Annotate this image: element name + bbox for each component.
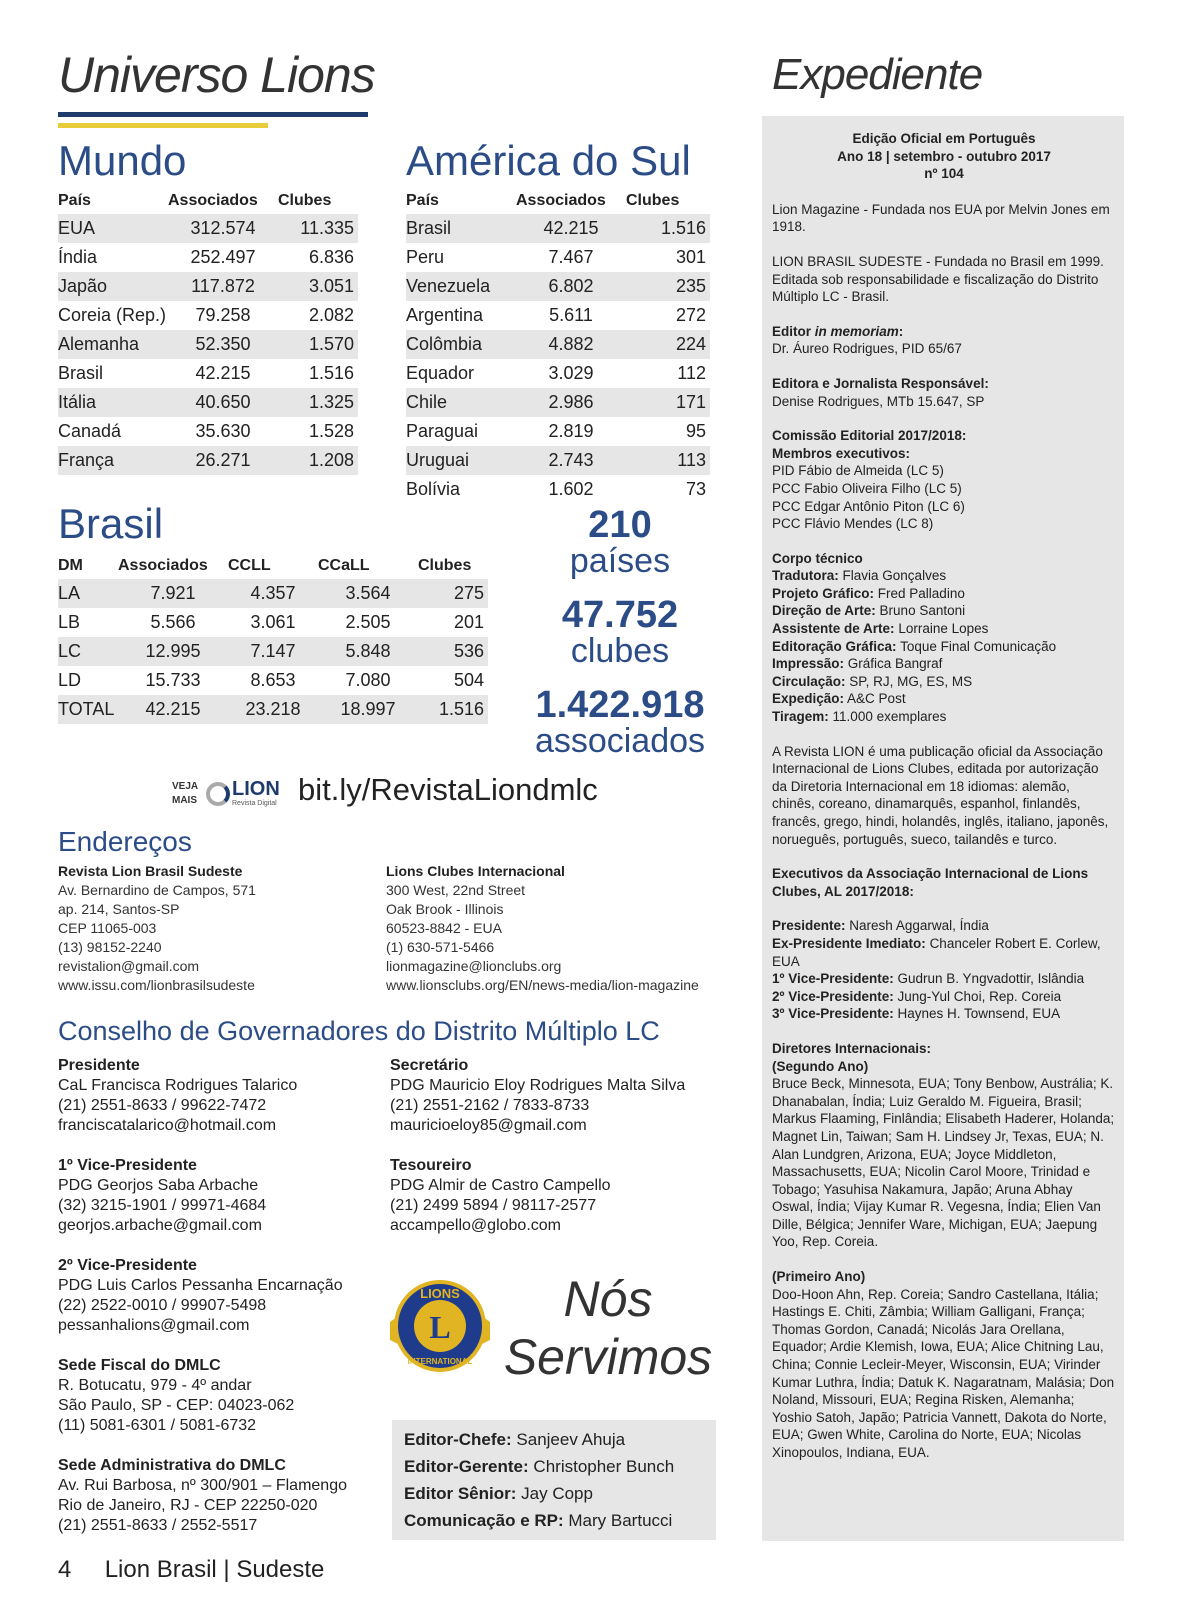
table-cell: Paraguai	[406, 421, 479, 441]
table-cell: 4.357	[228, 579, 318, 608]
council-member	[390, 1156, 720, 1236]
table-cell: 2.082	[308, 305, 354, 325]
membro: PID Fábio de Almeida (LC 5)	[772, 463, 944, 479]
council-line: (21) 2499 5894 / 98117-2577	[390, 1197, 597, 1214]
col-header-associados: Associados	[118, 557, 208, 574]
table-row	[58, 243, 358, 272]
kv-value: Gudrun B. Yngvadottir, Islândia	[897, 971, 1085, 987]
publication-name: Lion Brasil | Sudeste	[104, 1556, 325, 1583]
table-cell: Canadá	[58, 421, 122, 441]
address-line: Av. Bernardino de Campos, 571	[58, 882, 256, 898]
table-cell: 7.080	[345, 670, 391, 690]
council-member	[58, 1056, 388, 1136]
table-cell: 112	[677, 363, 706, 383]
table-cell: 1.602	[548, 479, 594, 499]
table-cell: 201	[453, 612, 484, 632]
table-row	[406, 301, 710, 330]
council-line: PDG Georjos Saba Arbache	[58, 1177, 259, 1194]
council-line: accampello@globo.com	[390, 1217, 561, 1234]
table-cell: 2.986	[516, 388, 626, 417]
table-cell: 252.497	[190, 247, 256, 267]
table-cell: 312.574	[168, 214, 278, 243]
council-line: R. Botucatu, 979 - 4º andar	[58, 1377, 252, 1394]
editor-role: Editor Sênior:	[404, 1484, 517, 1503]
kv-key: Tradutora:	[772, 568, 839, 584]
clubes-number: 47.752	[561, 594, 679, 636]
table-cell: 1.208	[278, 446, 358, 475]
editor-in-memoriam: Editor in memoriam: Dr. Áureo Rodrigues, PID 65/67	[772, 323, 962, 357]
executivos-heading: Executivos da Associação Internacional de Lions Clubes, AL 2017/2018:	[772, 866, 1089, 899]
address-line: revistalion@gmail.com	[58, 958, 200, 974]
revista-link[interactable]: bit.ly/RevistaLiondmlc	[298, 772, 598, 807]
council-line: (32) 3215-1901 / 99971-4684	[58, 1197, 267, 1214]
table-cell: 3.051	[278, 272, 358, 301]
council-role: Secretário	[390, 1057, 469, 1074]
col-header-associados: Associados	[168, 192, 258, 209]
col-header-ccall: CCaLL	[318, 557, 370, 574]
expediente-title: Expediente	[772, 50, 983, 99]
kv-value: Lorraine Lopes	[898, 621, 989, 637]
kv-value: Jung-Yul Choi, Rep. Coreia	[897, 988, 1062, 1004]
address-line: 300 West, 22nd Street	[386, 882, 526, 898]
council-line: pessanhalions@gmail.com	[58, 1317, 250, 1334]
council-role: Sede Fiscal do DMLC	[58, 1357, 221, 1374]
table-cell: 8.653	[250, 670, 296, 690]
table-cell: LC	[58, 637, 118, 666]
table-row	[58, 608, 488, 637]
edition-info: Edição Oficial em Português Ano 18 | setembro - outubro 2017 nº 104	[837, 131, 1051, 182]
council-member	[390, 1056, 720, 1136]
executivos-list	[772, 917, 1116, 1023]
address-line: 60523-8842 - EUA	[386, 920, 502, 936]
council-line: CaL Francisca Rodrigues Talarico	[58, 1077, 298, 1094]
table-row	[406, 388, 710, 417]
address-line: ap. 214, Santos-SP	[58, 901, 180, 917]
council-line: (21) 2551-8633 / 99622-7472	[58, 1097, 267, 1114]
kv-value: Bruno Santoni	[879, 603, 966, 619]
kv-value: Haynes H. Townsend, EUA	[897, 1006, 1061, 1022]
kv-key: Ex-Presidente Imediato:	[772, 935, 926, 951]
table-cell: 224	[626, 330, 710, 359]
table-cell: 2.505	[345, 612, 391, 632]
kv-value: Gráfica Bangraf	[847, 656, 943, 672]
col-header-ccll: CCLL	[228, 557, 271, 574]
table-cell: Equador	[406, 363, 475, 383]
kv-key: 1º Vice-Presidente:	[772, 971, 894, 987]
slogan-line1: Nós	[563, 1271, 653, 1327]
table-cell: 3.029	[548, 363, 594, 383]
address-lion-brasil	[58, 862, 378, 995]
col-header-clubes: Clubes	[418, 557, 472, 574]
table-cell: 3.061	[250, 612, 296, 632]
table-cell: 113	[626, 446, 710, 475]
mundo-title: Mundo	[58, 137, 187, 184]
title-underline-blue	[58, 112, 368, 117]
table-cell: 23.218	[228, 695, 318, 724]
paises-number: 210	[588, 504, 652, 546]
table-cell: França	[58, 446, 168, 475]
table-row	[406, 330, 710, 359]
address-name: Revista Lion Brasil Sudeste	[58, 863, 243, 879]
council-member	[58, 1256, 388, 1336]
table-row	[406, 446, 710, 475]
council-line: franciscatalarico@hotmail.com	[58, 1117, 277, 1134]
table-cell: Brasil	[58, 363, 104, 383]
table-cell: 1.516	[418, 695, 488, 724]
editora-responsavel: Editora e Jornalista Responsável: Denise Rodrigues, MTb 15.647, SP	[772, 375, 989, 409]
col-header-pais: País	[406, 192, 439, 209]
logo-bottom-text: INTERNATIONAL	[407, 1357, 473, 1366]
table-cell: Venezuela	[406, 272, 516, 301]
table-cell: 18.997	[318, 695, 418, 724]
table-cell: LB	[58, 612, 81, 632]
table-cell: Uruguai	[406, 446, 516, 475]
lions-international-logo	[384, 1270, 496, 1382]
table-cell: Índia	[58, 247, 98, 267]
kv-value: Chanceler Robert E. Corlew, EUA	[772, 935, 1101, 969]
table-cell: 5.566	[150, 612, 196, 632]
table-cell: 1.325	[278, 388, 358, 417]
table-cell: 26.271	[168, 446, 278, 475]
page-footer	[58, 1556, 324, 1584]
table-cell: Alemanha	[58, 330, 168, 359]
mundo-table	[58, 190, 358, 475]
table-cell: 1.516	[308, 363, 354, 383]
conselho-right-column	[390, 1056, 720, 1256]
table-cell: 40.650	[168, 388, 278, 417]
table-cell: Itália	[58, 388, 168, 417]
slogan-line2: Servimos	[503, 1329, 713, 1385]
address-line: CEP 11065-003	[58, 920, 157, 936]
paises-label: países	[569, 542, 671, 580]
totals-block	[520, 506, 720, 758]
diretores-segundo-ano: Diretores Internacionais: (Segundo Ano) Bruce Beck, Minnesota, EUA; Tony Benbow, Austrália; K. Dhanabalan, Índia; Luiz Geraldo M. Figueira, Brasil; Markus Flaaming, Finlândia; Elisabeth Haderer, Holanda; Magnet Lin, Taiwan; Sam H. Lindsey Jr, Texas, EUA; N. Alan Lundgren, Arizona, EUA; Joyce Middleton, Massachusetts, EUA; Nicolin Carol Moore, Trinidad e Tobago; Yasuhisa Nakamura, Japão; Aruna Abhay Oswal, Índia; Vijay Kumar R. Vegesna, Índia; Elien Van Dille, Bélgica; Jennifer Ware, Michigan, EUA; Jaepung Yoo, Rep. Coreia.	[772, 1040, 1115, 1250]
conselho-title: Conselho de Governadores do Distrito Múltiplo LC	[58, 1016, 660, 1046]
council-member	[58, 1156, 388, 1236]
col-header-associados: Associados	[516, 192, 606, 209]
lion-wordmark: LION	[232, 778, 280, 800]
table-cell: 73	[685, 479, 706, 499]
kv-key: Direção de Arte:	[772, 603, 876, 619]
table-cell: 7.467	[548, 247, 594, 267]
editor-role: Editor-Gerente:	[404, 1457, 529, 1476]
kv-key: Presidente:	[772, 918, 846, 934]
kv-key: 2º Vice-Presidente:	[772, 988, 894, 1004]
table-cell: 12.995	[118, 637, 228, 666]
table-cell: 117.872	[168, 272, 278, 301]
editor-role: Editor-Chefe:	[404, 1430, 512, 1449]
table-row	[406, 475, 710, 504]
table-row	[58, 272, 358, 301]
editor-role: Comunicação e RP:	[404, 1511, 564, 1530]
brasil-title: Brasil	[58, 500, 164, 547]
expediente-content	[772, 130, 1116, 1479]
kv-value: Naresh Aggarwal, Índia	[849, 918, 989, 934]
council-member	[58, 1356, 388, 1436]
table-row	[58, 359, 358, 388]
table-cell: TOTAL	[58, 695, 118, 724]
kv-value: Flavia Gonçalves	[842, 568, 947, 584]
table-cell: 42.215	[516, 214, 626, 243]
table-cell: 5.848	[318, 637, 418, 666]
table-cell: LA	[58, 579, 118, 608]
table-cell: LD	[58, 670, 82, 690]
table-cell: 2.819	[548, 421, 594, 441]
table-cell: 42.215	[118, 695, 228, 724]
col-header-clubes: Clubes	[278, 192, 332, 209]
table-cell: 6.836	[308, 247, 354, 267]
table-row	[406, 359, 710, 388]
council-line: georjos.arbache@gmail.com	[58, 1217, 262, 1234]
kv-value: 11.000 exemplares	[832, 709, 947, 725]
table-cell: 235	[626, 272, 710, 301]
address-line: (1) 630-571-5466	[386, 939, 495, 955]
mais-text: MAIS	[172, 795, 197, 806]
table-row	[58, 417, 358, 446]
expediente-history-us: Lion Magazine - Fundada nos EUA por Melvin Jones em 1918.	[772, 201, 1110, 235]
council-line: (21) 2551-8633 / 2552-5517	[58, 1517, 258, 1534]
col-header-dm: DM	[58, 557, 83, 574]
address-line: www.lionsclubs.org/EN/news-media/lion-magazine	[386, 977, 699, 993]
council-line: São Paulo, SP - CEP: 04023-062	[58, 1397, 295, 1414]
logo-top-text: LIONS	[420, 1286, 460, 1301]
membro: PCC Flávio Mendes (LC 8)	[772, 516, 934, 532]
table-cell: 6.802	[516, 272, 626, 301]
editors-box	[392, 1420, 716, 1540]
table-cell: 52.350	[168, 330, 278, 359]
table-cell: 15.733	[145, 670, 201, 690]
veja-text: VEJA	[172, 781, 199, 792]
membro: PCC Edgar Antônio Piton (LC 6)	[772, 498, 965, 514]
america-table	[406, 190, 710, 504]
diretores-primeiro-ano: (Primeiro Ano) Doo-Hoon Ahn, Rep. Coreia; Sandro Castellana, Itália; Hastings E. Chiti, Zâmbia; William Galligani, França; Thomas Gordon, Canadá; Nicolás Jara Orellana, Equador; Ardie Klemish, Iowa, EUA; Alice Chitning Lau, China; Connie Lecleir-Meyer, Wisconsin, EUA; Virinder Kumar Luthra, Índia; Datuk K. Nagaratnam, Malásia; Don Noland, Missouri, EUA; Regina Risken, Alemanha; Yoshio Satoh, Japão; Patricia Vannett, Dakota do Norte, EUA; Gwen White, Carolina do Norte, EUA; Nicolas Xinopoulos, Indiana, EUA.	[772, 1269, 1115, 1460]
col-header-clubes: Clubes	[626, 192, 680, 209]
lion-digital-logo	[172, 778, 292, 812]
address-line: Oak Brook - Illinois	[386, 901, 504, 917]
kv-key: Impressão:	[772, 656, 845, 672]
editor-row	[404, 1507, 704, 1534]
council-role: Presidente	[58, 1057, 140, 1074]
council-line: mauricioeloy85@gmail.com	[390, 1117, 587, 1134]
kv-value: A&C Post	[847, 691, 906, 707]
table-cell: 504	[453, 670, 484, 690]
table-cell: Bolívia	[406, 479, 461, 499]
council-role: 1º Vice-Presidente	[58, 1157, 197, 1174]
membro: PCC Fabio Oliveira Filho (LC 5)	[772, 480, 962, 496]
table-cell: 301	[675, 247, 706, 267]
title-underline-gold	[58, 123, 268, 128]
table-row	[58, 446, 358, 475]
council-member	[58, 1456, 388, 1536]
council-line: (22) 2522-0010 / 99907-5498	[58, 1297, 267, 1314]
table-cell: 171	[626, 388, 710, 417]
editor-name: Jay Copp	[521, 1484, 593, 1503]
table-row	[58, 666, 488, 695]
table-cell: 2.743	[516, 446, 626, 475]
table-cell: 1.570	[278, 330, 358, 359]
associados-label: associados	[534, 722, 706, 760]
table-cell: 1.528	[308, 421, 354, 441]
kv-key: Editoração Gráfica:	[772, 638, 897, 654]
council-role: Sede Administrativa do DMLC	[58, 1457, 286, 1474]
table-row	[406, 272, 710, 301]
comissao-editorial: Comissão Editorial 2017/2018: Membros executivos: PID Fábio de Almeida (LC 5) PCC Fabio Oliveira Filho (LC 5) PCC Edgar Antônio Piton (LC 6) PCC Flávio Mendes (LC 8)	[772, 428, 967, 532]
table-cell: Japão	[58, 272, 168, 301]
revista-digital-text: Revista Digital	[232, 800, 277, 807]
address-line: (13) 98152-2240	[58, 939, 162, 955]
table-row	[58, 579, 488, 608]
table-cell: 79.258	[195, 305, 251, 325]
kv-key: Projeto Gráfico:	[772, 585, 875, 601]
table-cell: 1.516	[626, 214, 710, 243]
address-line: lionmagazine@lionclubs.org	[386, 958, 562, 974]
col-header-pais: País	[58, 192, 91, 209]
clubes-label: clubes	[570, 632, 670, 670]
slogan	[500, 1270, 716, 1386]
editor-row	[404, 1426, 704, 1453]
editor-row	[404, 1480, 704, 1507]
table-cell: 11.335	[278, 214, 358, 243]
table-cell: 4.882	[516, 330, 626, 359]
table-cell: 42.215	[195, 363, 251, 383]
conselho-left-column	[58, 1056, 388, 1556]
council-line: PDG Luis Carlos Pessanha Encarnação	[58, 1277, 343, 1294]
editor-name: Sanjeev Ahuja	[516, 1430, 626, 1449]
table-cell: 5.611	[549, 305, 593, 325]
council-line: (21) 2551-2162 / 7833-8733	[390, 1097, 590, 1114]
kv-key: Circulação:	[772, 673, 846, 689]
table-cell: 95	[685, 421, 706, 441]
table-cell: 536	[418, 637, 488, 666]
table-cell: Brasil	[406, 214, 516, 243]
expediente-history-br: LION BRASIL SUDESTE - Fundada no Brasil em 1999. Editada sob responsabilidade e fiscalização do Distrito Múltiplo LC - Brasil.	[772, 253, 1104, 305]
table-row	[58, 388, 358, 417]
table-row	[406, 243, 710, 272]
table-cell: EUA	[58, 214, 168, 243]
council-line: PDG Almir de Castro Campello	[390, 1177, 611, 1194]
address-line: www.issu.com/lionbrasilsudeste	[58, 977, 255, 993]
lion-circle-icon	[206, 782, 230, 806]
kv-value: Fred Palladino	[877, 585, 965, 601]
table-row	[406, 417, 710, 446]
council-line: Av. Rui Barbosa, nº 300/901 – Flamengo	[58, 1477, 347, 1494]
council-role: Tesoureiro	[390, 1157, 472, 1174]
table-row	[58, 214, 358, 243]
page-number: 4	[58, 1556, 72, 1583]
address-lions-internacional	[386, 862, 726, 995]
table-cell: 35.630	[195, 421, 251, 441]
table-row	[58, 330, 358, 359]
brasil-table	[58, 555, 488, 724]
table-cell: 3.564	[318, 579, 418, 608]
council-line: PDG Mauricio Eloy Rodrigues Malta Silva	[390, 1077, 686, 1094]
table-cell: Colômbia	[406, 330, 516, 359]
america-title: América do Sul	[406, 137, 691, 184]
council-line: Rio de Janeiro, RJ - CEP 22250-020	[58, 1497, 318, 1514]
editor-name: Christopher Bunch	[533, 1457, 675, 1476]
council-line: (11) 5081-6301 / 5081-6732	[58, 1417, 257, 1434]
editor-name: Mary Bartucci	[568, 1511, 673, 1530]
table-cell: 7.921	[118, 579, 228, 608]
table-row	[406, 214, 710, 243]
council-role: 2º Vice-Presidente	[58, 1257, 197, 1274]
address-name: Lions Clubes Internacional	[386, 863, 565, 879]
table-cell: 275	[418, 579, 488, 608]
logo-letter: L	[429, 1309, 451, 1345]
table-cell: 272	[675, 305, 706, 325]
enderecos-title: Endereços	[58, 826, 192, 857]
kv-value: SP, RJ, MG, ES, MS	[849, 673, 973, 689]
kv-key: Tiragem:	[772, 709, 829, 725]
table-cell: Peru	[406, 247, 445, 267]
page-title: Universo Lions	[58, 47, 375, 103]
table-cell: Coreia (Rep.)	[58, 305, 167, 325]
associados-number: 1.422.918	[535, 684, 705, 726]
table-row	[58, 637, 488, 666]
kv-value: Toque Final Comunicação	[900, 638, 1057, 654]
corpo-tecnico: Corpo técnico Tradutora: Flavia Gonçalves Projeto Gráfico: Fred Palladino Direção de Arte: Bruno Santoni Assistente de Arte: Lorraine Lopes Editoração Gráfica: Toque Final Comunicação Impressão: Gráfica Bangraf Circulação: SP, RJ, MG, ES, MS Expedição: A&C Post Tiragem: 11.000 exemplares	[772, 550, 1057, 725]
kv-key: 3º Vice-Presidente:	[772, 1006, 894, 1022]
kv-key: Assistente de Arte:	[772, 621, 895, 637]
table-row	[58, 301, 358, 330]
editor-row	[404, 1453, 704, 1480]
table-cell: Argentina	[406, 305, 484, 325]
table-cell: 7.147	[228, 637, 318, 666]
table-row	[58, 695, 488, 724]
table-cell: Chile	[406, 388, 516, 417]
revista-description: A Revista LION é uma publicação oficial da Associação Internacional de Lions Clubes, editada por autorização da Diretoria Internacional em 18 idiomas: alemão, chinês, coreano, dinamarquês, espanhol, finlandês, francês, grego, hindi, holandês, inglês, italiano, japonês, norueguês, português, sueco, tailandês e turco.	[772, 743, 1109, 847]
kv-key: Expedição:	[772, 691, 845, 707]
